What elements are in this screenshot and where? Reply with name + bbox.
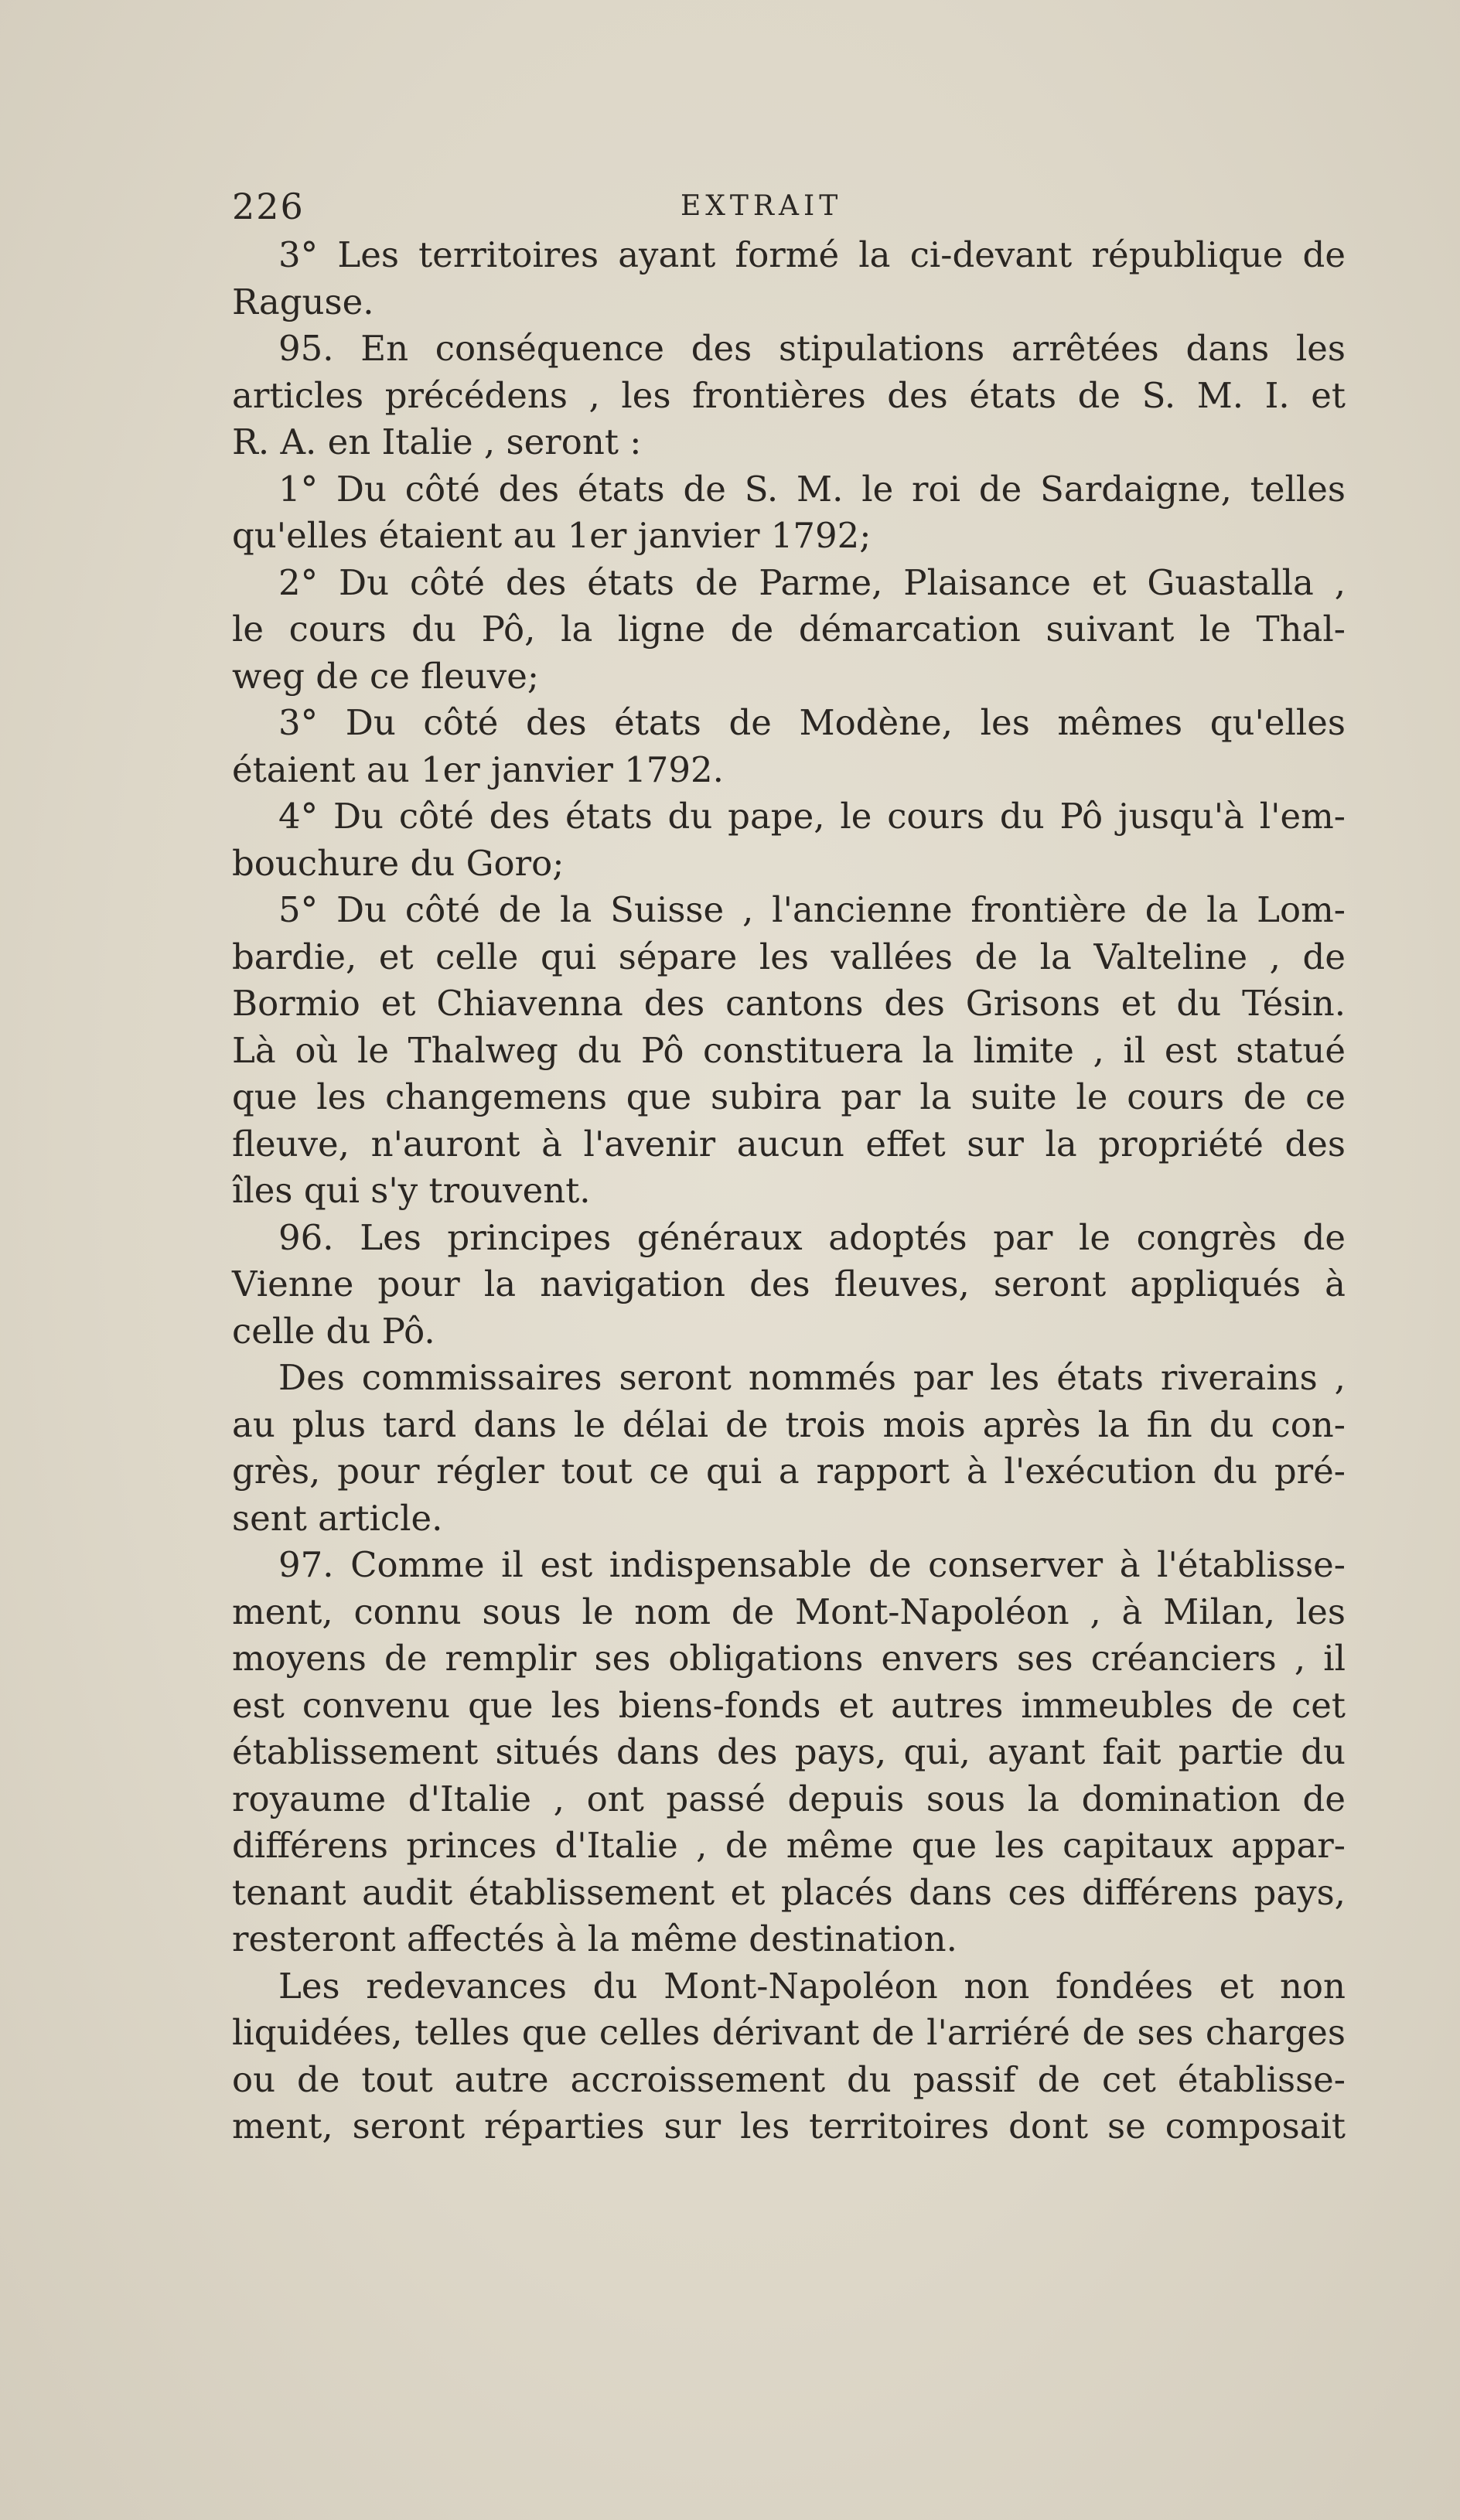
text-line: 3° Du côté des états de Modène, les mêmes qu'elles [278,702,1346,743]
text-line: le cours du Pô, la ligne de démarcation suivant le Thal- [232,609,1346,650]
text-line: 2° Du côté des états de Parme, Plaisance et Guastalla , [278,561,1346,603]
text-line: Là où le Thalweg du Pô constituera la limite , il est statué [232,1029,1346,1071]
text-line: Raguse. [232,281,374,322]
text-line: R. A. en Italie , seront : [232,421,642,462]
text-line: est convenu que les biens-fonds et autres immeubles de cet [232,1684,1346,1726]
text-line: 96. Les principes généraux adoptés par le congrès de [278,1216,1346,1258]
running-title: EXTRAIT [681,190,843,222]
text-line: 3° Les territoires ayant formé la ci-devant république de [278,234,1346,275]
text-line: fleuve, n'auront à l'avenir aucun effet sur la propriété des [232,1123,1346,1165]
text-line: Des commissaires seront nommés par les états riverains , [278,1357,1346,1398]
text-line: Bormio et Chiavenna des cantons des Grisons et du Tésin. [232,983,1346,1024]
text-line: moyens de remplir ses obligations envers ses créanciers , il [232,1638,1346,1679]
body-text [232,232,1346,2150]
text-line: celle du Pô. [232,1310,435,1352]
page-number: 226 [232,186,305,227]
text-line: liquidées, telles que celles dérivant de l'arriéré de ses charges [232,2012,1346,2053]
text-line: tenant audit établissement et placés dans ces différens pays, [232,1871,1346,1913]
text-line: qu'elles étaient au 1er janvier 1792; [232,515,872,556]
text-line: royaume d'Italie , ont passé depuis sous la domination de [232,1778,1346,1819]
text-line: 95. En conséquence des stipulations arrêtées dans les [278,328,1346,369]
text-line: Vienne pour la navigation des fleuves, seront appliqués à [232,1263,1346,1304]
text-line: 5° Du côté de la Suisse , l'ancienne frontière de la Lom- [278,889,1346,930]
text-line: étaient au 1er janvier 1792. [232,748,724,790]
text-line: que les changemens que subira par la suite le cours de ce [232,1076,1346,1117]
text-line: bouchure du Goro; [232,842,565,884]
text-line: établissement situés dans des pays, qui, ayant fait partie du [232,1731,1346,1772]
text-line: 1° Du côté des états de S. M. le roi de Sardaigne, telles [278,468,1346,510]
text-line: articles précédens , les frontières des états de S. M. I. et [232,374,1346,416]
running-head [232,186,1346,232]
text-line: différens princes d'Italie , de même que les capitaux appar- [232,1825,1346,1866]
text-line: weg de ce fleuve; [232,655,539,697]
text-line: resteront affectés à la même destination. [232,1918,957,1959]
text-line: ment, seront réparties sur les territoires dont se composait [232,2106,1346,2147]
text-line: ou de tout autre accroissement du passif de cet établisse- [232,2058,1346,2100]
text-line: 4° Du côté des états du pape, le cours du Pô jusqu'à l'em- [278,796,1346,837]
text-line: ment, connu sous le nom de Mont-Napoléon , à Milan, les [232,1591,1346,1632]
text-line: îles qui s'y trouvent. [232,1170,591,1211]
text-line: bardie, et celle qui sépare les vallées de la Valteline , de [232,936,1346,977]
text-line: sent article. [232,1497,443,1539]
text-line: Les redevances du Mont-Napoléon non fondées et non [278,1965,1346,2007]
text-line: 97. Comme il est indispensable de conserver à l'établisse- [278,1544,1346,1585]
text-line: grès, pour régler tout ce qui a rapport à l'exécution du pré- [232,1451,1346,1492]
text-line: au plus tard dans le délai de trois mois après la fin du con- [232,1403,1346,1445]
